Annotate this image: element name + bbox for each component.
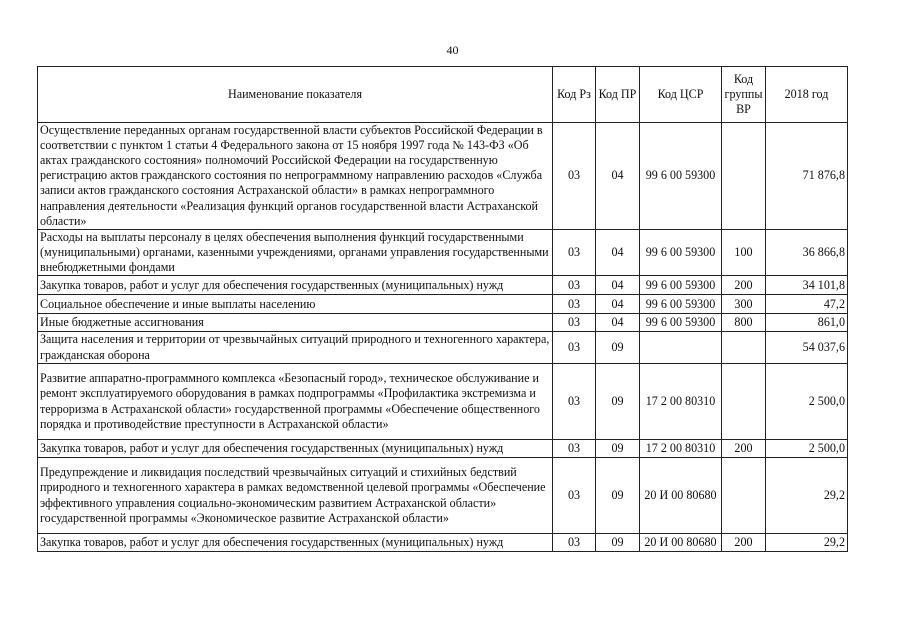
row-amount: 29,2 [766, 458, 848, 534]
row-pr: 04 [596, 276, 640, 295]
table-row [38, 364, 848, 440]
row-pr: 09 [596, 364, 640, 440]
row-rz: 03 [553, 276, 596, 295]
header-vr: Код группы ВР [722, 67, 766, 123]
row-vr: 200 [722, 440, 766, 458]
row-csr: 99 6 00 59300 [640, 295, 722, 314]
row-csr: 99 6 00 59300 [640, 276, 722, 295]
row-vr [722, 458, 766, 534]
row-rz: 03 [553, 314, 596, 332]
row-name: Осуществление переданных органам государственной власти субъектов Российской Федерации в соответствии с пунктом 1 статьи 4 Федерального закона от 15 ноября 1997 года № 143-ФЗ «Об актах гражданского состояния» полномочий Российской Федерации на государственную регистрацию актов гражданского состояния по непрограммному направлению расходов «Служба записи актов гражданского состояния Астраханской области» в рамках непрограммного направления деятельности «Реализация функций органов государственной власти Астраханской области» [38, 123, 553, 230]
table-row [38, 440, 848, 458]
page-number: 40 [446, 43, 459, 57]
table-row [38, 123, 848, 230]
row-vr [722, 364, 766, 440]
row-amount: 29,2 [766, 534, 848, 552]
table-header [38, 67, 848, 123]
row-rz: 03 [553, 534, 596, 552]
row-csr: 20 И 00 80680 [640, 534, 722, 552]
row-name: Предупреждение и ликвидация последствий чрезвычайных ситуаций и стихийных бедствий природного и техногенного характера в рамках ведомственной целевой программы «Обеспечение эффективного управления социально-экономическим развитием Астраханской области» государственной программы «Экономическое развитие Астраханской области» [38, 458, 553, 534]
row-vr [722, 123, 766, 230]
row-csr: 20 И 00 80680 [640, 458, 722, 534]
row-name: Закупка товаров, работ и услуг для обеспечения государственных (муниципальных) нужд [38, 534, 553, 552]
row-amount: 54 037,6 [766, 332, 848, 364]
row-rz: 03 [553, 332, 596, 364]
row-pr: 09 [596, 534, 640, 552]
row-pr: 04 [596, 123, 640, 230]
row-vr: 200 [722, 276, 766, 295]
table-row [38, 534, 848, 552]
row-amount: 71 876,8 [766, 123, 848, 230]
row-rz: 03 [553, 229, 596, 275]
row-csr: 17 2 00 80310 [640, 364, 722, 440]
row-amount: 2 500,0 [766, 364, 848, 440]
row-name: Расходы на выплаты персоналу в целях обеспечения выполнения функций государственными (муниципальными) органами, казенными учреждениями, органами управления государственными внебюджетными фондами [38, 229, 553, 275]
row-amount: 34 101,8 [766, 276, 848, 295]
header-rz: Код Рз [553, 67, 596, 123]
row-name: Закупка товаров, работ и услуг для обеспечения государственных (муниципальных) нужд [38, 276, 553, 295]
row-csr: 99 6 00 59300 [640, 123, 722, 230]
row-pr: 04 [596, 229, 640, 275]
table-row [38, 229, 848, 275]
row-vr: 100 [722, 229, 766, 275]
table-row [38, 295, 848, 314]
row-rz: 03 [553, 123, 596, 230]
row-amount: 47,2 [766, 295, 848, 314]
row-amount: 36 866,8 [766, 229, 848, 275]
row-name: Иные бюджетные ассигнования [38, 314, 553, 332]
header-row [38, 67, 848, 123]
header-csr: Код ЦСР [640, 67, 722, 123]
row-amount: 2 500,0 [766, 440, 848, 458]
table-body [38, 123, 848, 552]
table-row [38, 314, 848, 332]
row-csr: 99 6 00 59300 [640, 314, 722, 332]
row-name: Защита населения и территории от чрезвычайных ситуаций природного и техногенного характера, гражданская оборона [38, 332, 553, 364]
table-row [38, 276, 848, 295]
row-vr [722, 332, 766, 364]
row-csr [640, 332, 722, 364]
row-rz: 03 [553, 364, 596, 440]
row-pr: 09 [596, 458, 640, 534]
table-row [38, 332, 848, 364]
row-name: Закупка товаров, работ и услуг для обеспечения государственных (муниципальных) нужд [38, 440, 553, 458]
row-pr: 04 [596, 314, 640, 332]
row-rz: 03 [553, 295, 596, 314]
header-year: 2018 год [766, 67, 848, 123]
row-rz: 03 [553, 440, 596, 458]
row-csr: 17 2 00 80310 [640, 440, 722, 458]
row-vr: 800 [722, 314, 766, 332]
header-pr: Код ПР [596, 67, 640, 123]
row-pr: 04 [596, 295, 640, 314]
header-name: Наименование показателя [38, 67, 553, 123]
row-pr: 09 [596, 440, 640, 458]
budget-table [37, 66, 848, 552]
row-vr: 300 [722, 295, 766, 314]
row-csr: 99 6 00 59300 [640, 229, 722, 275]
row-pr: 09 [596, 332, 640, 364]
row-name: Социальное обеспечение и иные выплаты населению [38, 295, 553, 314]
table-row [38, 458, 848, 534]
row-amount: 861,0 [766, 314, 848, 332]
row-rz: 03 [553, 458, 596, 534]
row-vr: 200 [722, 534, 766, 552]
row-name: Развитие аппаратно-программного комплекса «Безопасный город», техническое обслуживание и ремонт эксплуатируемого оборудования в рамках подпрограммы «Профилактика экстремизма и терроризма в Астраханской области» государственной программы «Обеспечение общественного порядка и противодействие преступности в Астраханской области» [38, 364, 553, 440]
